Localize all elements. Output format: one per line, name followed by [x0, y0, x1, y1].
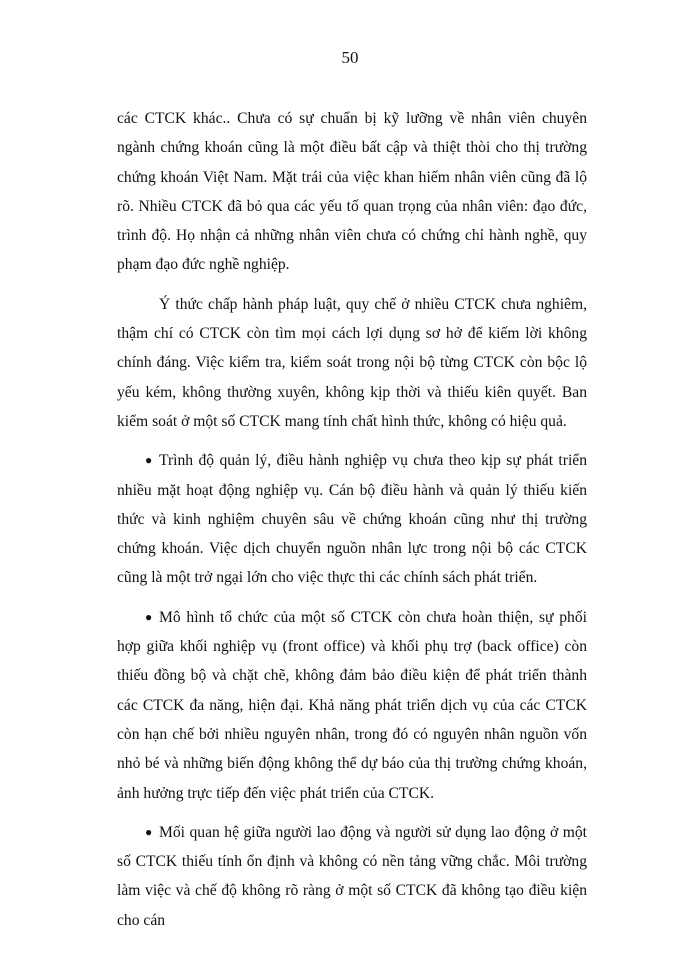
paragraph-text: các CTCK khác.. Chưa có sự chuẩn bị kỹ lưỡng về nhân viên chuyên ngành chứng khoán cũng là một điều bất cập và thiệt thòi cho thị trường chứng khoán Việt Nam. Mặt trái của việc khan hiếm nhân viên cũng đã lộ rõ. Nhiều CTCK đã bỏ qua các yếu tố quan trọng của nhân viên: đạo đức, trình độ. Họ nhận cả những nhân viên chưa có chứng chỉ hành nghề, quy phạm đạo đức nghề nghiệp. [117, 110, 587, 274]
bullet-text: Mô hình tổ chức của một số CTCK còn chưa hoàn thiện, sự phối hợp giữa khối nghiệp vụ (front office) và khối phụ trợ (back office) còn thiếu đồng bộ và chặt chẽ, không đảm bảo điều kiện để phát triển thành các CTCK đa năng, hiện đại. Khả năng phát triển dịch vụ của các CTCK còn hạn chế bởi nhiều nguyên nhân, trong đó có nguyên nhân nguồn vốn nhỏ bé và những biến động không thể dự báo của thị trường chứng khoán, ảnh hưởng trực tiếp đến việc phát triển của CTCK. [117, 608, 587, 802]
bullet-item-management [117, 446, 587, 592]
bullet-icon: ● [145, 609, 153, 624]
bullet-item-organization [117, 603, 587, 808]
bullet-icon: ● [145, 824, 153, 839]
body-text [117, 104, 587, 945]
bullet-text: Mối quan hệ giữa người lao động và người sử dụng lao động ở một số CTCK thiếu tính ổn định và không có nền tảng vững chắc. Môi trường làm việc và chế độ không rõ ràng ở một số CTCK đã không tạo điều kiện cho cán [117, 823, 587, 929]
bullet-text: Trình độ quản lý, điều hành nghiệp vụ chưa theo kịp sự phát triển nhiều mặt hoạt động nghiệp vụ. Cán bộ điều hành và quản lý thiếu kiến thức và kinh nghiệm chuyên sâu về chứng khoán cũng như thị trường chứng khoán. Việc dịch chuyển nguồn nhân lực trong nội bộ các CTCK cũng là một trở ngại lớn cho việc thực thi các chính sách phát triển. [117, 452, 587, 587]
paragraph-continuation [117, 104, 587, 280]
bullet-item-labor-relations [117, 818, 587, 935]
paragraph-text: Ý thức chấp hành pháp luật, quy chế ở nhiều CTCK chưa nghiêm, thậm chí có CTCK còn tìm mọi cách lợi dụng sơ hở để kiếm lời không chính đáng. Việc kiểm tra, kiểm soát trong nội bộ từng CTCK còn bộc lộ yếu kém, không thường xuyên, không kịp thời và thiếu kiên quyết. Ban kiểm soát ở một số CTCK mang tính chất hình thức, không có hiệu quả. [117, 295, 587, 430]
paragraph-legal-compliance [117, 290, 587, 436]
page-number: 50 [341, 48, 359, 67]
bullet-icon: ● [145, 453, 153, 468]
